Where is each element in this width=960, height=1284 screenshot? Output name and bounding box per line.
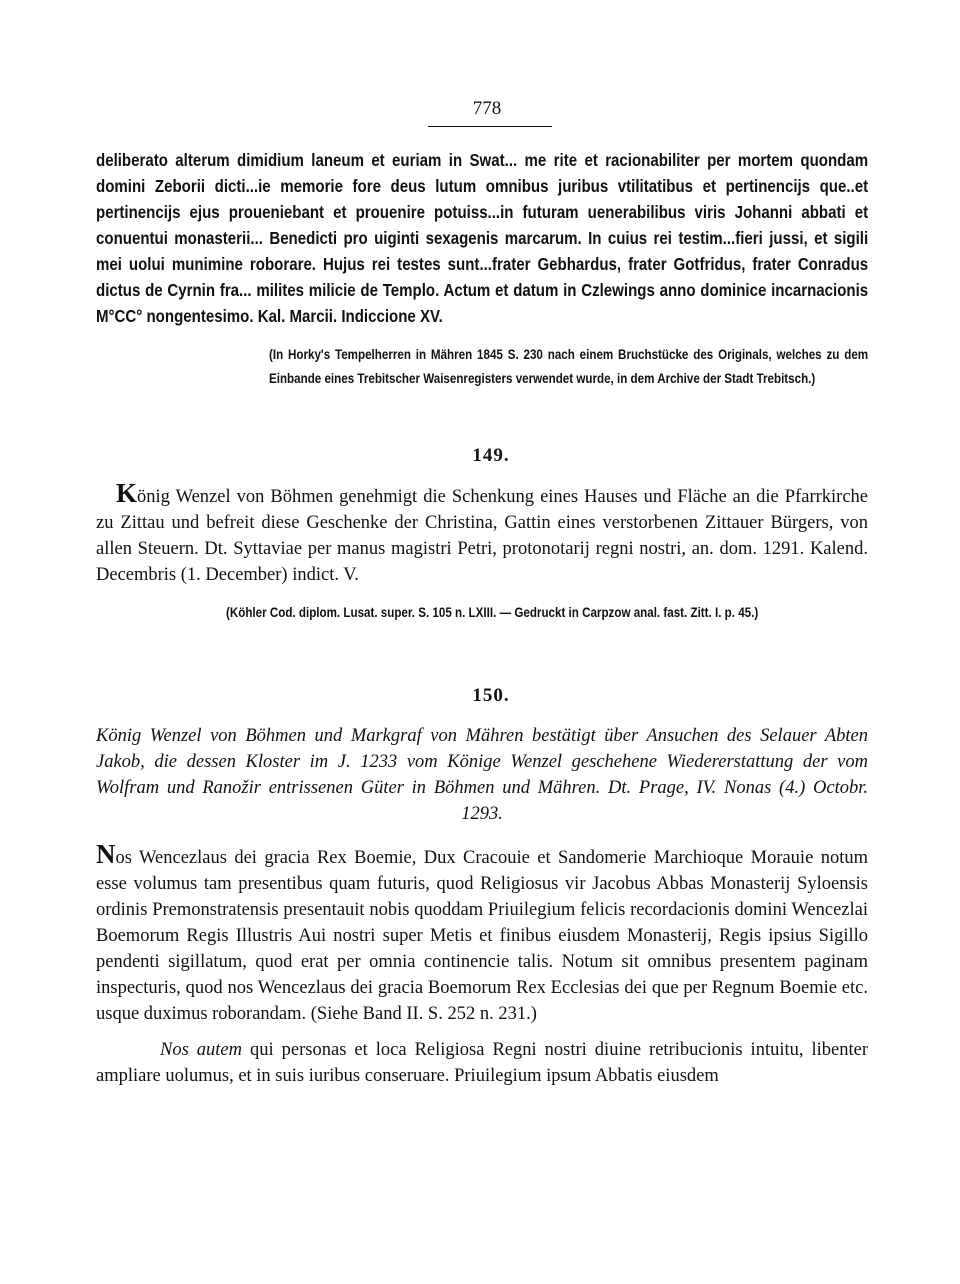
document-150-body-continued (96, 1037, 868, 1089)
document-page (96, 98, 868, 1089)
source-note-text: (In Horky's Tempelherren in Mähren 1845 S. 230 nach einem Bruchstücke des Originals, welches zu dem Einbande eines Trebitscher Waisenregisters verwendet wurde, in dem Archive der Stadt Trebitsch.) (269, 346, 869, 386)
document-150-regest: König Wenzel von Böhmen und Markgraf von Mähren bestätigt über Ansuchen des Selauer Abten Jakob, die dessen Kloster im J. 1233 vom Könige Wenzel geschehene Wiedererstattung der vom Wolfram und Ranožir entrissenen Güter in Böhmen und Mähren. Dt. Prage, IV. Nonas (4.) Octobr. 1293. (96, 726, 868, 824)
source-note-text: (Köhler Cod. diplom. Lusat. super. S. 105 n. LXIII. — Gedruckt in Carpzow anal. fast. Zitt. I. p. 45.) (226, 605, 759, 620)
previous-document-text (96, 147, 868, 329)
previous-document-paragraph: deliberato alterum dimidium laneum et euriam in Swat... me rite et racionabiliter per mortem quondam domini Zeborii dicti...ie memorie fore deus lutum omnibus juribus vtilitatibus et pertinencijs que..et pertinencijs ejus proueniebant et prouenire potuiss...in futuram uenerabilibus viris Johanni abbati et conuentui monasterii... Benedicti pro uiginti sexagenis marcarum. In cuius rei testim...fieri jussi, et sigili mei uolui munimine roborare. Hujus rei testes sunt...frater Gebhardus, frater Gotfridus, frater Conradus dictus de Cyrnin fra... milites milicie de Templo. Actum et datum in Czlewings anno dominice incarnacionis M°CC° nongentesimo. Kal. Marcii. Indiccione XV. (96, 150, 869, 326)
page-number-rule (428, 126, 552, 127)
previous-document-source-note (96, 343, 868, 391)
dropcap-n: N (96, 839, 116, 869)
dropcap-k: K (116, 477, 138, 508)
page-number: 778 (472, 98, 502, 119)
body-text: os Wencezlaus dei gracia Rex Boemie, Dux Cracouie et Sandomerie Marchioque Morauie notum esse volumus tam presentibus quam futuris, quod Religiosus vir Jacobus Abbas Monasterij Syloensis ordinis Premonstratensis presentauit nobis quoddam Priuilegium felicis recordacionis domini Wencezlai Boemorum Regis Illustris Aui nostri super Metis et finibus eiusdem Monasterij, Regis ipsius Sigillo pendenti sigillatum, quod erat per omnia continencie talis. Notum sit omnibus presentem paginam inspecturis, quod nos Wencezlaus dei gracia Boemorum Rex Ecclesias dei que per Regnum Boemie etc. usque duximus roborandam. (Siehe Band II. S. 252 n. 231.) (96, 848, 868, 1024)
body-italic-opening: Nos autem (160, 1040, 243, 1060)
document-149-regest (96, 477, 868, 588)
regest-text: önig Wenzel von Böhmen genehmigt die Schenkung eines Hauses und Fläche an die Pfarrkirche zu Zittau und befreit diese Geschenke der Christina, Gattin eines verstorbenen Zittauer Bürgers, von allen Steuern. Dt. Syttaviae per manus magistri Petri, protonotarij regni nostri, an. dom. 1291. Kalend. Decembris (1. December) indict. V. (96, 486, 868, 585)
document-149-source-note (96, 601, 868, 625)
body-text-continued: qui personas et loca Religiosa Regni nostri diuine retribucionis intuitu, libenter ampliare uolumus, et in suis iuribus conseruare. Priuilegium ipsum Abbatis eiusdem (96, 1040, 869, 1086)
document-number-150: 150. (472, 685, 510, 706)
document-number-149: 149. (472, 444, 510, 466)
document-150-body (96, 841, 868, 1027)
